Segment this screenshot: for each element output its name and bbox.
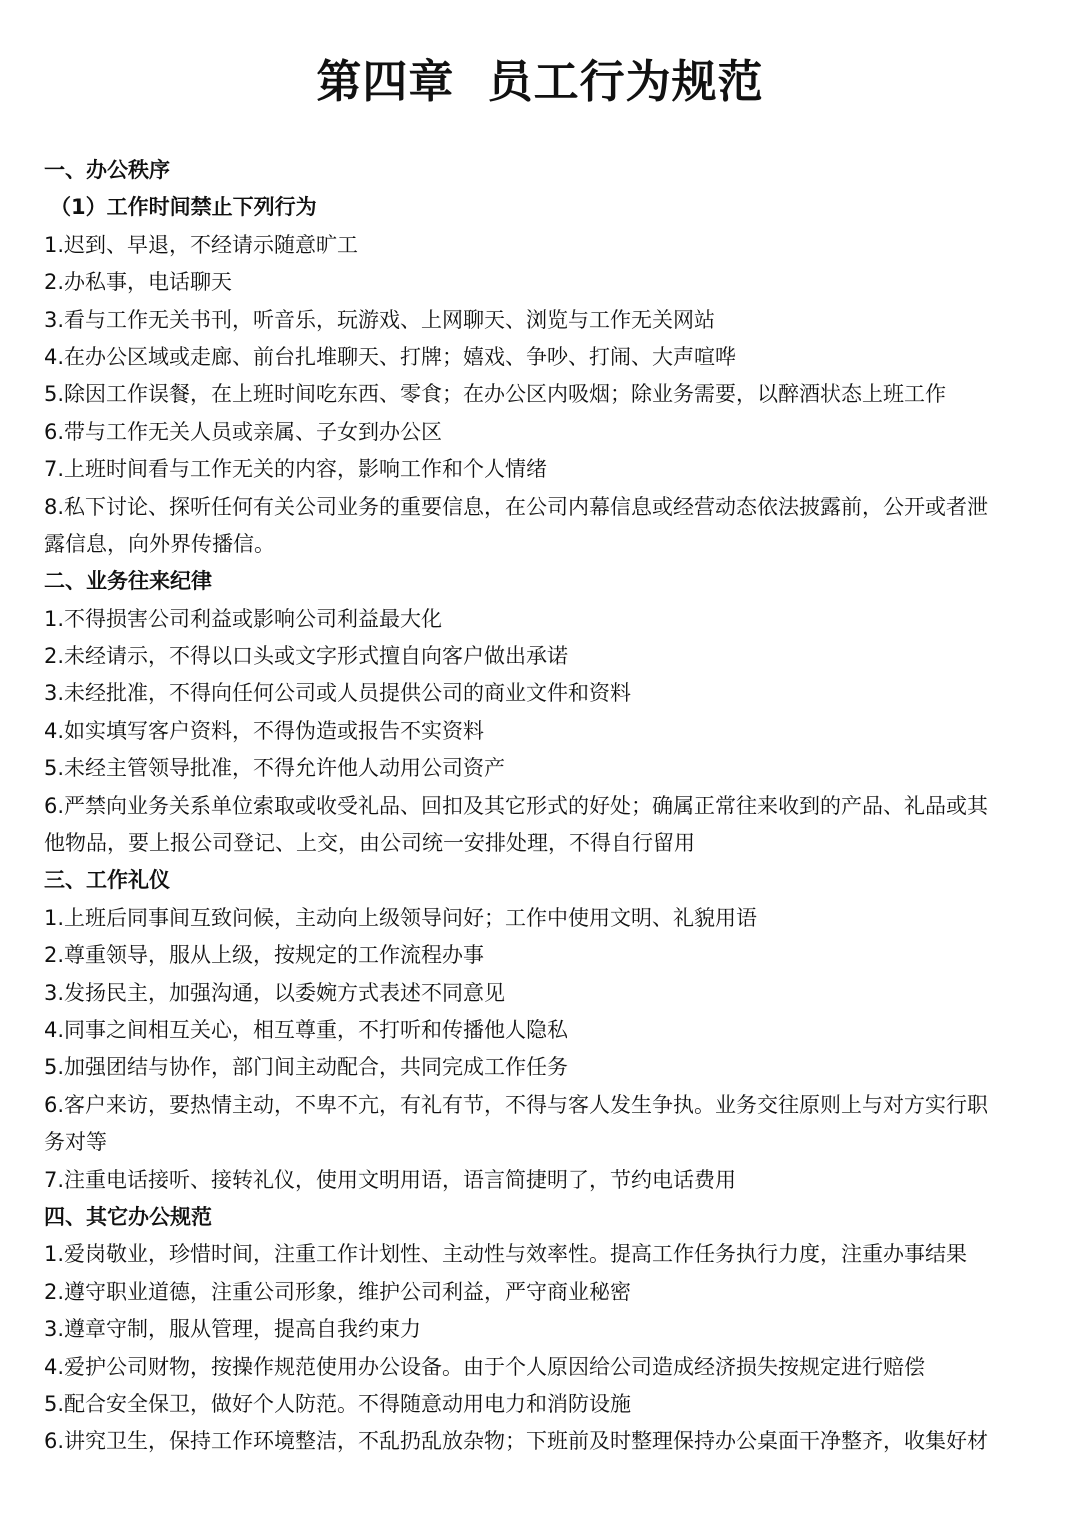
list-item: 2.未经请示，不得以口头或文字形式擅自向客户做出承诺 [44, 644, 569, 669]
list-item: 3.遵章守制，服从管理，提高自我约束力 [44, 1317, 422, 1342]
list-item: 2.办私事，电话聊天 [44, 270, 233, 295]
section-heading: 二、业务往来纪律 [44, 569, 212, 594]
list-item: 1.上班后同事间互致问候，主动向上级领导问好；工作中使用文明、礼貌用语 [44, 905, 758, 930]
list-item: 4.在办公区域或走廊、前台扎堆聊天、打牌；嬉戏、争吵、打闹、大声喧哗 [44, 344, 737, 369]
list-item: 6.严禁向业务关系单位索取或收受礼品、回扣及其它形式的好处；确属正常往来收到的产品、礼品或其 [44, 793, 989, 818]
list-item: 4.同事之间相互关心，相互尊重，不打听和传播他人隐私 [44, 1017, 569, 1042]
list-item: 5.加强团结与协作，部门间主动配合，共同完成工作任务 [44, 1055, 569, 1080]
list-item: 2.尊重领导，服从上级，按规定的工作流程办事 [44, 943, 485, 968]
list-item: 5.未经主管领导批准，不得允许他人动用公司资产 [44, 756, 506, 781]
document-body [44, 152, 1034, 1461]
list-item: 3.看与工作无关书刊，听音乐，玩游戏、上网聊天、浏览与工作无关网站 [44, 307, 716, 332]
list-item: 5.配合安全保卫，做好个人防范。不得随意动用电力和消防设施 [44, 1391, 632, 1416]
section-heading: 四、其它办公规范 [44, 1204, 212, 1229]
list-item-continuation: 露信息，向外界传播信。 [44, 531, 275, 556]
list-item: 4.爱护公司财物，按操作规范使用办公设备。由于个人原因给公司造成经济损失按规定进行赔偿 [44, 1354, 926, 1379]
list-item: 7.注重电话接听、接转礼仪，使用文明用语，语言简捷明了，节约电话费用 [44, 1167, 737, 1192]
list-item-continuation: 务对等 [44, 1130, 107, 1155]
section-heading: 三、工作礼仪 [44, 868, 170, 893]
list-item: 6.带与工作无关人员或亲属、子女到办公区 [44, 419, 443, 444]
list-item: 1.不得损害公司利益或影响公司利益最大化 [44, 606, 443, 631]
list-item-continuation: 他物品，要上报公司登记、上交，由公司统一安排处理，不得自行留用 [44, 831, 695, 856]
section-heading: 一、办公秩序 [44, 158, 170, 182]
list-item: 3.未经批准，不得向任何公司或人员提供公司的商业文件和资料 [44, 681, 632, 706]
list-item: 6.客户来访，要热情主动，不卑不亢，有礼有节，不得与客人发生争执。业务交往原则上与对方实行职 [44, 1092, 989, 1117]
list-item: 4.如实填写客户资料，不得伪造或报告不实资料 [44, 718, 485, 743]
list-item: 1.爱岗敬业，珍惜时间，注重工作计划性、主动性与效率性。提高工作任务执行力度，注重办事结果 [44, 1242, 968, 1267]
list-item: 8.私下讨论、探听任何有关公司业务的重要信息，在公司内幕信息或经营动态依法披露前，公开或者泄 [44, 494, 989, 519]
list-item: 7.上班时间看与工作无关的内容，影响工作和个人情绪 [44, 457, 548, 482]
page-title: 第四章 员工行为规范 [316, 55, 764, 108]
list-item: 1.迟到、早退，不经请示随意旷工 [44, 232, 359, 257]
list-item: 2.遵守职业道德，注重公司形象，维护公司利益，严守商业秘密 [44, 1279, 632, 1304]
list-item: 5.除因工作误餐，在上班时间吃东西、零食；在办公区内吸烟；除业务需要，以醉酒状态上班工作 [44, 382, 947, 407]
subsection-heading: （1）工作时间禁止下列行为 [50, 195, 317, 220]
list-item: 6.讲究卫生，保持工作环境整洁，不乱扔乱放杂物；下班前及时整理保持办公桌面干净整齐，收集好材 [44, 1429, 989, 1454]
list-item: 3.发扬民主，加强沟通，以委婉方式表述不同意见 [44, 980, 506, 1005]
